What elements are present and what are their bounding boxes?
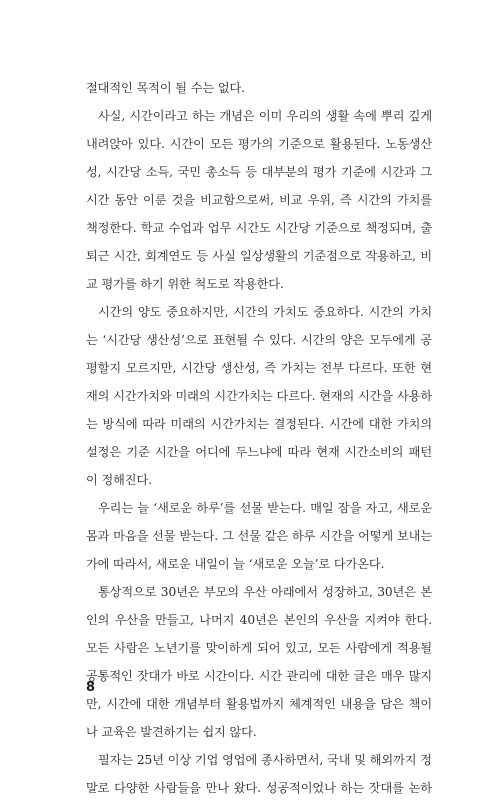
- text-line-content: 필자는 25년 이상 기업 영업에 종사하면서, 국내 및 해외까지 정: [98, 753, 432, 767]
- text-line: [86, 774, 432, 802]
- text-line-content: 시간의 양도 중요하지만, 시간의 가치도 중요하다. 시간의 가치: [98, 305, 432, 319]
- text-line-content: 교 평가를 하기 위한 척도로 작용한다.: [86, 277, 284, 291]
- text-line-content: 내려앉아 있다. 시간이 모든 평가의 기준으로 활용된다. 노동생산: [86, 137, 432, 151]
- text-line-content: 설정은 기준 시간을 어디에 두느냐에 따라 현재 시간소비의 패턴: [86, 445, 432, 459]
- page-number: 8: [86, 680, 96, 695]
- text-line: [86, 102, 432, 130]
- text-line-content: 나 교육은 발견하기는 쉽지 않다.: [86, 725, 257, 739]
- text-line-content: 가에 따라서, 새로운 내일이 늘 ‘새로운 오늘’로 다가온다.: [86, 557, 385, 571]
- text-line-content: 는 방식에 따라 미래의 시간가치는 결정된다. 시간에 대한 가치의: [86, 417, 432, 431]
- text-line-content: 시간 동안 이룬 것을 비교함으로써, 비교 우위, 즉 시간의 가치를: [86, 193, 432, 207]
- text-line: [86, 634, 432, 662]
- text-line: [86, 438, 432, 466]
- text-line: [86, 382, 432, 410]
- text-line-content: 재의 시간가치와 미래의 시간가치는 다르다. 현재의 시간을 사용하: [86, 389, 432, 403]
- text-line-content: 우리는 늘 ‘새로운 하루’를 선물 받는다. 매일 잠을 자고, 새로운: [98, 501, 432, 515]
- text-line: [86, 214, 432, 242]
- body-text: [86, 74, 432, 802]
- text-line: [86, 242, 432, 270]
- text-line: [86, 578, 432, 606]
- text-line: [86, 186, 432, 214]
- text-line: [86, 718, 432, 746]
- text-line-content: 평할지 모르지만, 시간당 생산성, 즉 가치는 전부 다르다. 또한 현: [86, 361, 432, 375]
- text-line-content: 책정한다. 학교 수업과 업무 시간도 시간당 기준으로 책정되며, 출: [86, 221, 432, 235]
- text-line: [86, 130, 432, 158]
- text-line: [86, 550, 432, 578]
- text-line-content: 퇴근 시간, 회계연도 등 사실 일상생활의 기준점으로 작용하고, 비: [86, 249, 432, 263]
- text-line-content: 몸과 마음을 선물 받는다. 그 선물 같은 하루 시간을 어떻게 보내는: [86, 529, 432, 543]
- text-line: [86, 690, 432, 718]
- text-line: [86, 74, 432, 102]
- text-line-content: 절대적인 목적이 될 수는 없다.: [86, 81, 245, 95]
- text-line: [86, 158, 432, 186]
- text-line: [86, 410, 432, 438]
- text-line: [86, 354, 432, 382]
- text-line-content: 성, 시간당 소득, 국민 총소득 등 대부분의 평가 기준에 시간과 그: [86, 165, 432, 179]
- text-line-content: 말로 다양한 사람들을 만나 왔다. 성공적이었나 하는 잣대를 논하: [86, 781, 432, 795]
- text-line-content: 만, 시간에 대한 개념부터 활용법까지 체계적인 내용을 담은 책이: [86, 697, 432, 711]
- text-line-content: 사실, 시간이라고 하는 개념은 이미 우리의 생활 속에 뿌리 깊게: [98, 109, 432, 123]
- text-line-content: 인의 우산을 만들고, 나머지 40년은 본인의 우산을 지켜야 한다.: [86, 613, 432, 627]
- text-line: [86, 662, 432, 690]
- text-line-content: 공통적인 잣대가 바로 시간이다. 시간 관리에 대한 글은 매우 많지: [86, 669, 432, 683]
- text-line: [86, 466, 432, 494]
- text-line: [86, 326, 432, 354]
- text-line: [86, 298, 432, 326]
- text-line-content: 모든 사람은 노년기를 맞이하게 되어 있고, 모든 사람에게 적용될: [86, 641, 432, 655]
- text-line-content: 는 ‘시간당 생산성’으로 표현될 수 있다. 시간의 양은 모두에게 공: [86, 333, 432, 347]
- text-line-content: 이 정해진다.: [86, 473, 152, 487]
- text-line: [86, 746, 432, 774]
- text-line: [86, 270, 432, 298]
- text-line: [86, 494, 432, 522]
- text-line: [86, 522, 432, 550]
- text-line: [86, 606, 432, 634]
- text-line-content: 통상적으로 30년은 부모의 우산 아래에서 성장하고, 30년은 본: [98, 585, 432, 599]
